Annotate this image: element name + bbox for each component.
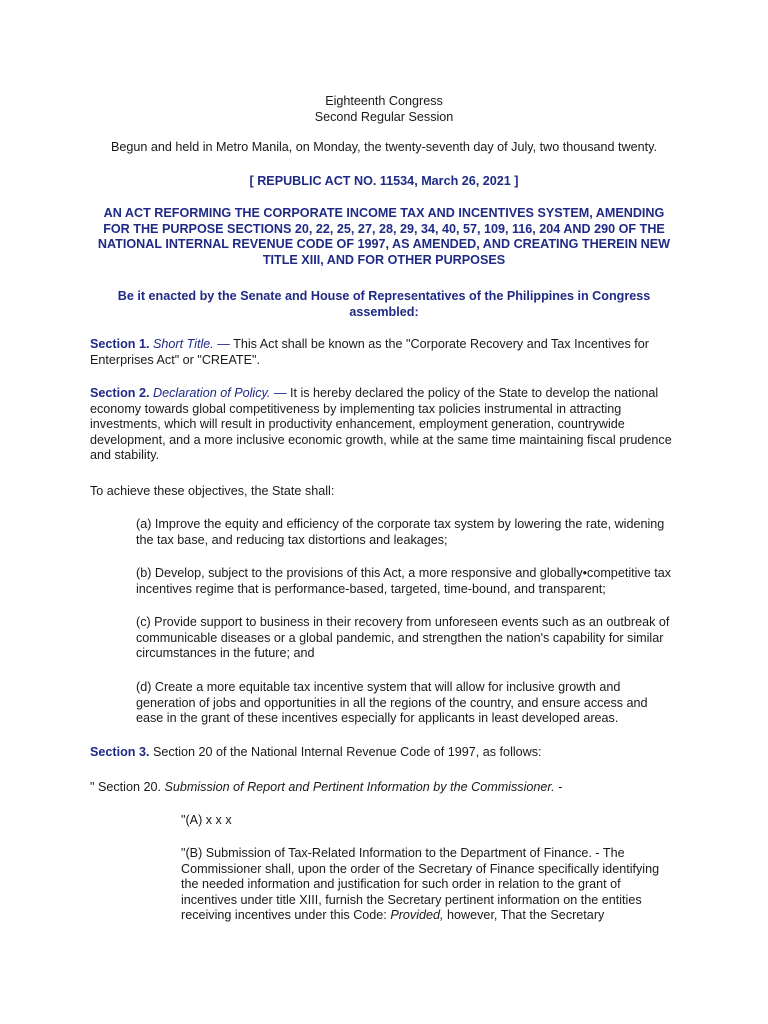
subsection-b-provided: Provided, [390, 908, 444, 923]
section-3-label: Section 3. [90, 745, 150, 759]
subsection-a: "(A) x x x [181, 813, 232, 827]
section-2-text: It is hereby declared the policy of the State to develop the national economy towards global competitiveness by implementing tax policies instrumental in attracting investments, which will result in productivity enhancement, employment generation, countrywide development, and a more inclusive economic growth, while at the same time maintaining fiscal prudence and stability. [90, 386, 672, 463]
subsection-b-text: "(B) Submission of Tax-Related Information to the Department of Finance. - The Commissioner shall, upon the order of the Secretary of Finance specifically identifying the needed information and justification for such order in relation to the grant of incentives under title XIII, furnish the Secretary pertinent information on the entities receiving incentives under this Code: [181, 846, 660, 923]
section-1-text: This Act shall be known as the "Corporate Recovery and Tax Incentives for Enterprises Act" or "CREATE". [90, 337, 650, 367]
section-2-heading: Declaration of Policy. [153, 386, 271, 400]
subsection-b-tail: however, That the Secretary [443, 908, 605, 923]
begun-line: Begun and held in Metro Manila, on Monday, the twenty-seventh day of July, two thousand twenty. [110, 140, 658, 154]
act-title: AN ACT REFORMING THE CORPORATE INCOME TAX AND INCENTIVES SYSTEM, AMENDING FOR THE PURPOSE SECTIONS 20, 22, 25, 27, 28, 29, 34, 40, 57, 109, 116, 204 AND 290 OF THE NATIONAL INTERNAL REVENUE CODE OF 1997, AS AMENDED, AND CREATING THEREIN NEW TITLE XIII, AND FOR OTHER PURPOSES [97, 206, 671, 267]
section-2-label: Section 2. [90, 386, 150, 400]
section-3 [90, 745, 678, 761]
section-3-text: Section 20 of the National Internal Revenue Code of 1997, as follows: [149, 745, 542, 759]
subsection-b [181, 846, 670, 924]
section-20-prefix: " Section 20. [90, 780, 165, 794]
objective-item-c: (c) Provide support to business in their recovery from unforeseen events such as an outbreak of communicable diseases or a global pandemic, and strengthen the nation's capability for similar circumstances in the future; and [136, 615, 670, 661]
section-1 [90, 337, 678, 368]
objective-item-b: (b) Develop, subject to the provisions of this Act, a more responsive and globally•competitive tax incentives regime that is performance-based, targeted, time-bound, and transparent; [136, 566, 672, 596]
section-1-dash: — [213, 337, 234, 351]
section-2-dash: — [270, 386, 290, 400]
section-2 [90, 386, 678, 464]
section-1-label: Section 1. [90, 337, 150, 351]
enacting-clause: Be it enacted by the Senate and House of Representatives of the Philippines in Congress assembled: [117, 289, 651, 319]
objective-item-d: (d) Create a more equitable tax incentive system that will allow for inclusive growth and generation of jobs and opportunities in all the regions of the country, and ensure access and ease in the grant of these incentives especially for applicants in least developed areas. [136, 680, 648, 726]
section-20-title: Submission of Report and Pertinent Information by the Commissioner. - [164, 780, 563, 794]
congress-heading [90, 94, 678, 125]
objectives-intro: To achieve these objectives, the State shall: [90, 484, 335, 498]
congress-name: Eighteenth Congress [325, 94, 443, 108]
republic-act-number: [ REPUBLIC ACT NO. 11534, March 26, 2021 ] [249, 174, 519, 188]
objective-item-a: (a) Improve the equity and efficiency of the corporate tax system by lowering the rate, widening the tax base, and reducing tax distortions and leakages; [136, 517, 665, 547]
section-1-heading: Short Title. [153, 337, 214, 351]
session-name: Second Regular Session [314, 109, 454, 124]
section-20-heading [90, 780, 678, 796]
